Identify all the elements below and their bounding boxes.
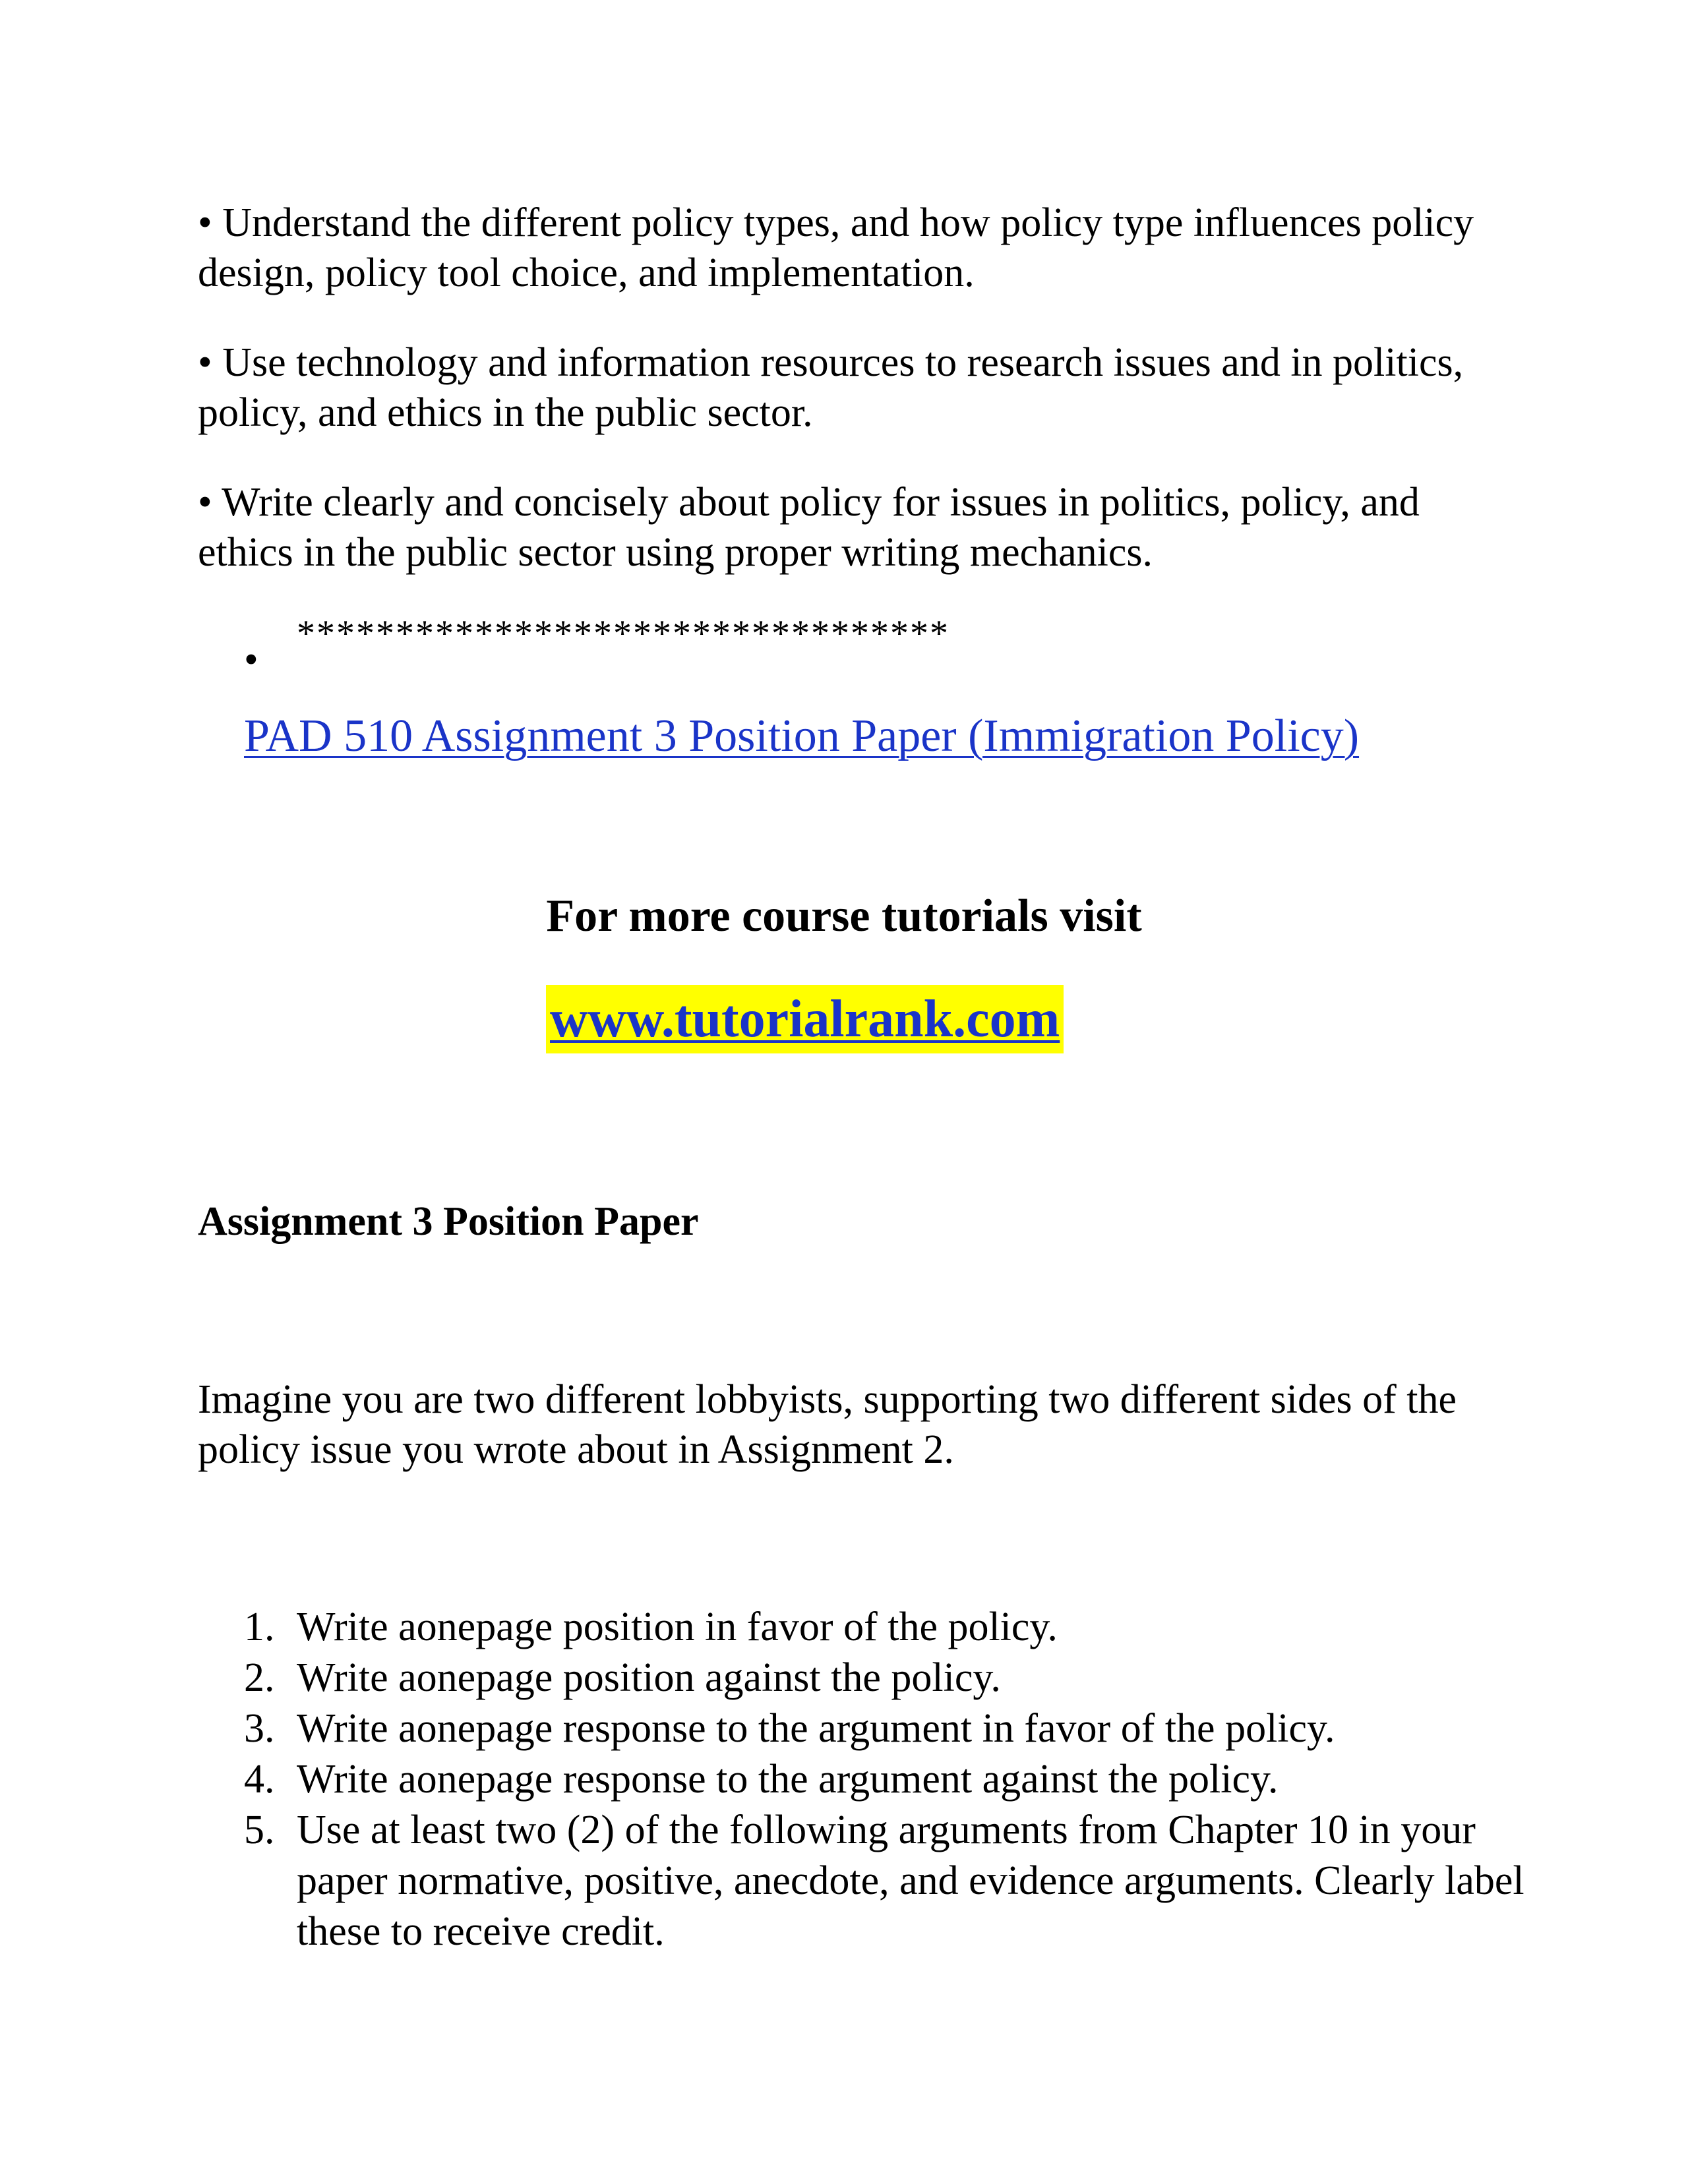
- list-item-text: Write aonepage position against the policy.: [297, 1655, 1001, 1700]
- list-number: 2.: [244, 1655, 275, 1700]
- list-number: 5.: [244, 1808, 275, 1852]
- list-item: [244, 1703, 1530, 1754]
- list-number: 1.: [244, 1605, 275, 1649]
- section-heading: Assignment 3 Position Paper: [198, 1199, 699, 1244]
- list-item: [244, 1602, 1530, 1653]
- list-item: [244, 1805, 1530, 1957]
- steps-list: [244, 1602, 1530, 1957]
- list-item: [244, 1653, 1530, 1703]
- asterisk-separator: *********************************: [297, 613, 950, 654]
- list-item-text: Use at least two (2) of the following arguments from Chapter 10 in your paper normative, positive, anecdote, and evidence arguments. Clearly label these to receive credit.: [297, 1808, 1524, 1954]
- tutorialrank-link[interactable]: www.tutorialrank.com: [550, 990, 1060, 1048]
- objective-policy-types: • Understand the different policy types, and how policy type influences policy design, policy tool choice, and implementation.: [198, 200, 1474, 295]
- objective-writing: • Write clearly and concisely about policy for issues in politics, policy, and ethics in the public sector using proper writing mechanics.: [198, 480, 1420, 575]
- list-number: 4.: [244, 1757, 275, 1802]
- assignment-title-link[interactable]: PAD 510 Assignment 3 Position Paper (Immigration Policy): [244, 711, 1360, 761]
- list-number: 3.: [244, 1706, 275, 1751]
- list-item: [244, 1754, 1530, 1805]
- separator-row: [244, 613, 1167, 682]
- list-item-text: Write aonepage response to the argument in favor of the policy.: [297, 1706, 1335, 1751]
- list-item-text: Write aonepage response to the argument against the policy.: [297, 1757, 1279, 1802]
- prompt-paragraph: Imagine you are two different lobbyists, supporting two different sides of the policy issue you wrote about in Assignment 2.: [198, 1377, 1457, 1472]
- objective-research: • Use technology and information resources to research issues and in politics, policy, and ethics in the public sector.: [198, 340, 1464, 435]
- site-highlight: [546, 985, 1064, 1053]
- bullet-dot: •: [244, 637, 258, 682]
- promo-visit-text: For more course tutorials visit: [546, 891, 1142, 941]
- list-item-text: Write aonepage position in favor of the policy.: [297, 1605, 1058, 1649]
